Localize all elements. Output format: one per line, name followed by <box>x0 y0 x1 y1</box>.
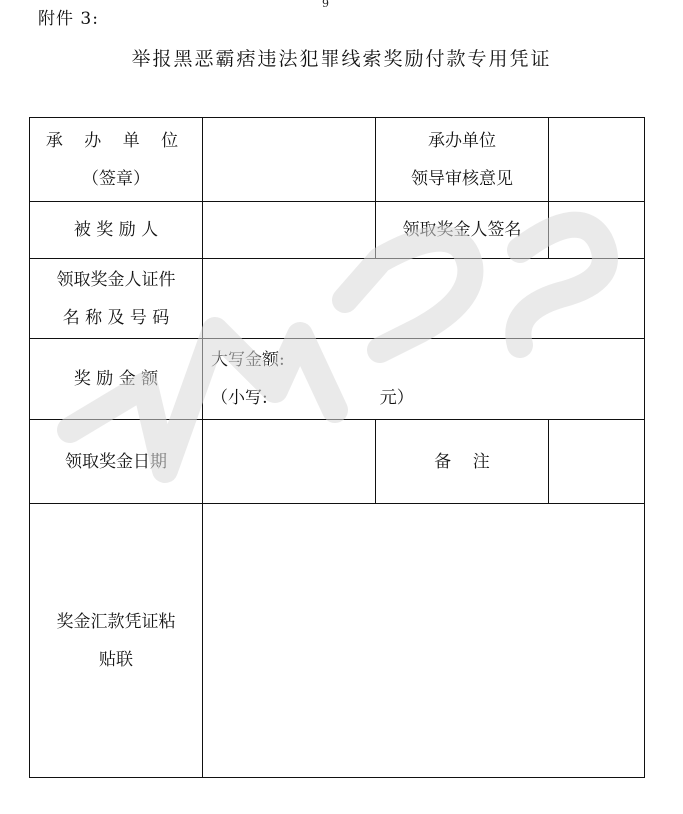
amount-small-blank[interactable] <box>268 379 380 417</box>
seal-label: （签章） <box>82 168 150 189</box>
row-handling-unit <box>30 118 645 202</box>
awardee-field[interactable] <box>203 202 376 259</box>
id-document-label-line2: 名 称 及 号 码 <box>62 307 170 328</box>
signature-label: 领取奖金人签名 <box>376 202 549 259</box>
award-amount-field[interactable] <box>203 339 645 420</box>
receipt-attachment-label-line2: 贴联 <box>99 649 133 670</box>
receipt-attachment-label-line1: 奖金汇款凭证粘 <box>56 611 176 632</box>
document-title: 举报黑恶霸痞违法犯罪线索奖励付款专用凭证 <box>131 48 552 70</box>
receive-date-field[interactable] <box>203 420 376 504</box>
amount-small-line <box>211 379 644 417</box>
leader-opinion-label-line2: 领导审核意见 <box>411 168 513 189</box>
row-awardee <box>30 202 645 259</box>
attachment-label: 附件 3: <box>38 9 99 29</box>
amount-upper-label: 大写金额: <box>211 350 285 370</box>
leader-opinion-label-cell <box>376 118 549 202</box>
handling-unit-label: 承 办 单 位 <box>45 130 187 151</box>
id-document-field[interactable] <box>203 259 645 339</box>
award-amount-label: 奖 励 金 额 <box>30 339 203 420</box>
receipt-attachment-label-cell <box>30 504 203 778</box>
id-document-label-line1: 领取奖金人证件 <box>56 269 176 290</box>
handling-unit-label-cell <box>30 118 203 202</box>
row-receipt-attachment <box>30 504 645 778</box>
row-receive-date <box>30 420 645 504</box>
leader-opinion-label-line1: 承办单位 <box>428 130 496 151</box>
page-number: 9 <box>322 0 329 10</box>
remark-label: 备 注 <box>376 420 549 504</box>
receipt-attachment-field[interactable] <box>203 504 645 778</box>
remark-field[interactable] <box>549 420 645 504</box>
amount-small-suffix: 元） <box>379 388 414 408</box>
signature-field[interactable] <box>549 202 645 259</box>
id-document-label-cell <box>30 259 203 339</box>
row-award-amount <box>30 339 645 420</box>
handling-unit-field[interactable] <box>203 118 376 202</box>
receive-date-label: 领取奖金日期 <box>30 420 203 504</box>
leader-opinion-field[interactable] <box>549 118 645 202</box>
awardee-label: 被 奖 励 人 <box>30 202 203 259</box>
row-id-document <box>30 259 645 339</box>
amount-small-prefix: （小写: <box>211 388 268 408</box>
voucher-form-table <box>29 117 645 778</box>
